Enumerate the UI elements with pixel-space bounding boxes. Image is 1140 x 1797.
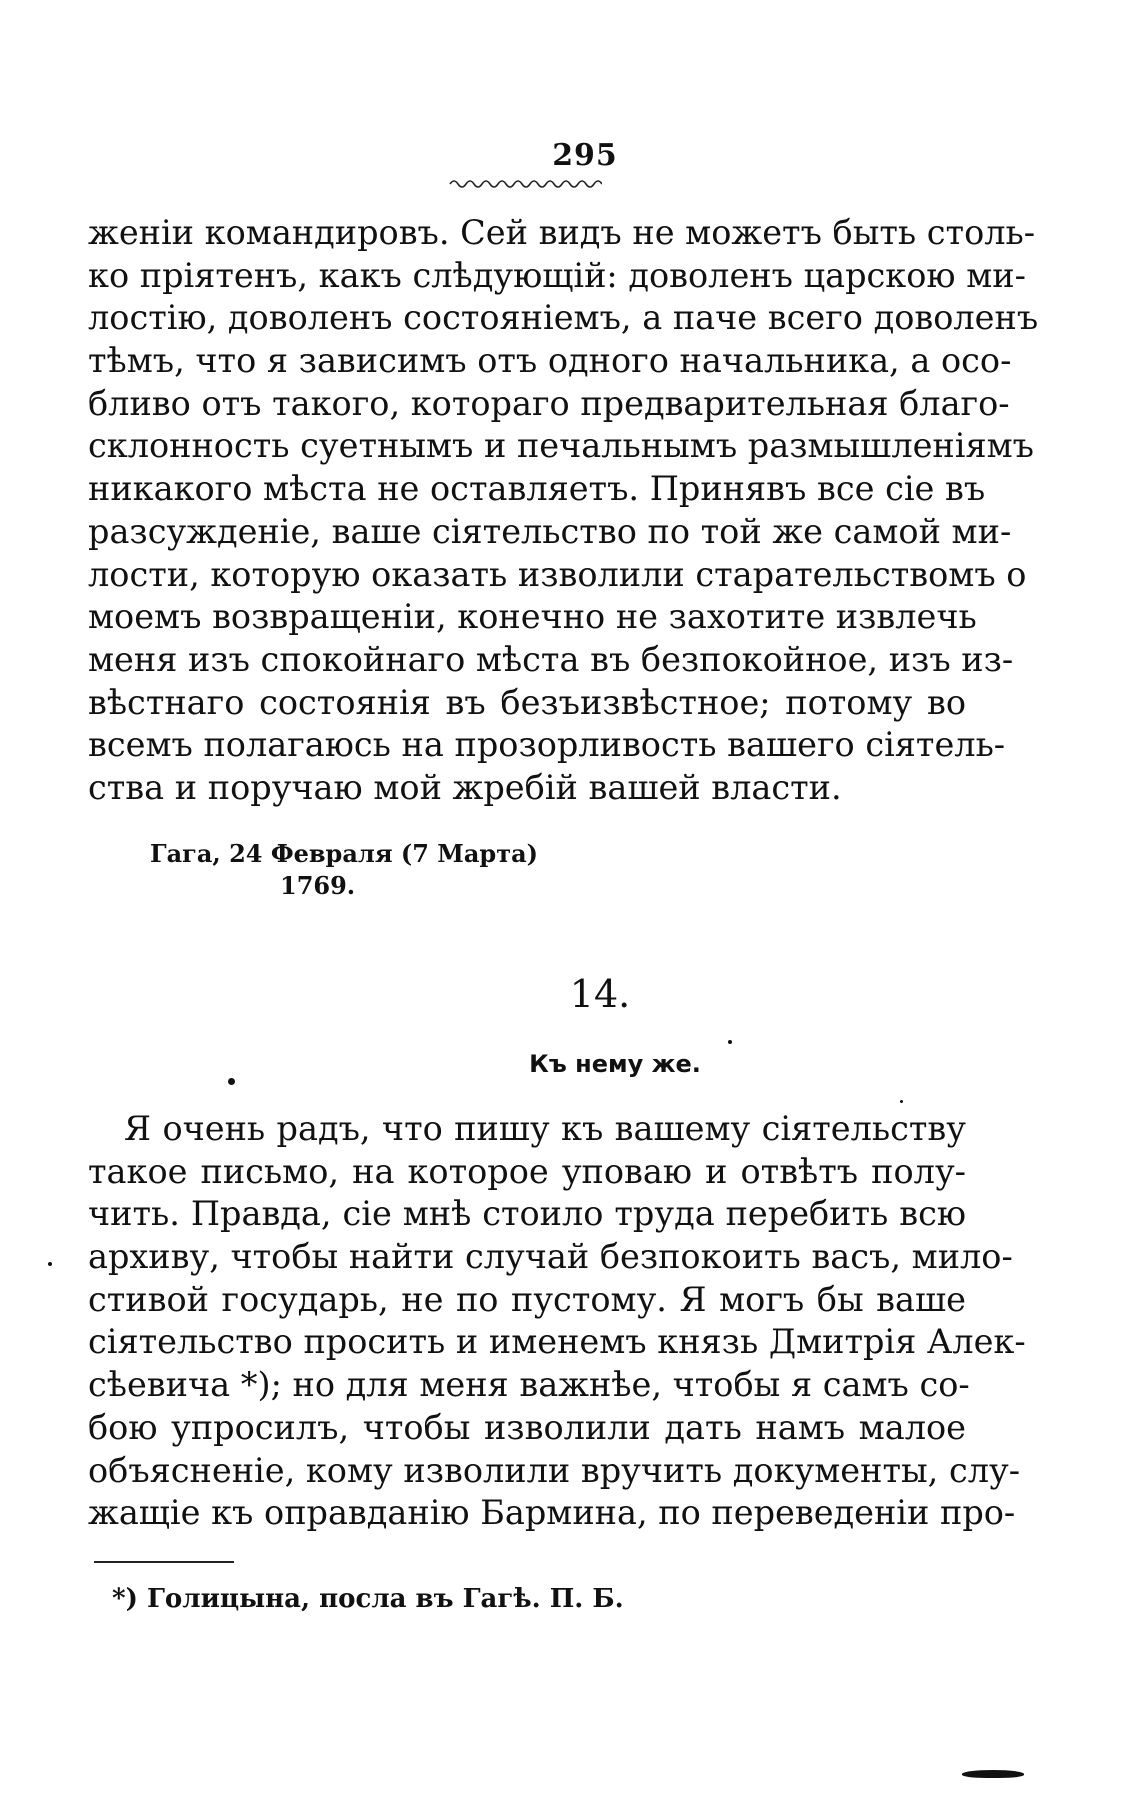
letter-14-paragraph	[88, 1108, 1026, 1535]
letter-dateline	[150, 838, 538, 902]
text-line: лости, которую оказать изволили старательствомъ о	[88, 554, 1027, 594]
print-speck	[728, 1040, 732, 1044]
text-line: ко пріятенъ, какъ слѣдующій: доволенъ царскою ми-	[88, 255, 1026, 295]
text-line: сѣевича *); но для меня важнѣе, чтобы я самъ со-	[88, 1365, 970, 1405]
text-line: объясненіе, кому изволили вручить документы, слу-	[88, 1450, 1021, 1490]
text-line: моемъ возвращеніи, конечно не захотите извлечь	[88, 597, 977, 637]
text-line: бливо отъ такого, котораго предварительная благо-	[88, 383, 1010, 423]
letter-heading: Къ нему же.	[529, 1050, 701, 1078]
text-line: Я очень радъ, что пишу къ вашему сіятельству	[124, 1109, 966, 1148]
text-line: такое письмо, на которое уповаю и отвѣтъ полу-	[88, 1151, 966, 1191]
wavy-rule-ornament	[448, 176, 602, 190]
text-line: никакого мѣста не оставляетъ. Принявъ все сіе въ	[88, 469, 986, 509]
text-line: сіятельство просить и именемъ князь Дмитрія Алек-	[88, 1322, 1026, 1362]
text-line: чить. Правда, сіе мнѣ стоило труда перебить всю	[88, 1194, 966, 1234]
footnote-rule	[94, 1561, 234, 1563]
text-line: лостію, доволенъ состояніемъ, а паче всего доволенъ	[88, 298, 1039, 338]
text-line: жащіе къ оправданію Бармина, по переведеніи про-	[88, 1493, 1016, 1533]
text-line: бою упросилъ, чтобы изволили дать намъ малое	[88, 1407, 966, 1447]
print-speck	[228, 1078, 235, 1085]
text-line: склонность суетнымъ и печальнымъ размышленіямъ	[88, 426, 1034, 466]
text-line: меня изъ спокойнаго мѣста въ безпокойное, изъ из-	[88, 639, 1014, 679]
text-line: всемъ полагаюсь на прозорливость вашего сіятель-	[88, 725, 1006, 765]
dateline-place-date: Гага, 24 Февраля (7 Марта)	[150, 839, 538, 868]
text-line: женіи командировъ. Сей видъ не можетъ быть столь-	[88, 213, 1036, 252]
text-line: ства и поручаю мой жребій вашей власти.	[88, 767, 842, 807]
letter-13-ending-paragraph	[88, 212, 1039, 810]
letter-number: 14.	[569, 972, 631, 1016]
text-line: стивой государь, не по пустому. Я могъ бы ваше	[88, 1279, 966, 1319]
print-smudge	[962, 1770, 1024, 1778]
text-line: архиву, чтобы найти случай безпокоить васъ, мило-	[88, 1237, 1013, 1277]
text-line: разсужденіе, ваше сіятельство по той же самой ми-	[88, 511, 1012, 551]
text-line: вѣстнаго состоянія въ безъизвѣстное; потому во	[88, 682, 966, 722]
print-speck	[48, 1262, 52, 1266]
dateline-year: 1769.	[280, 871, 356, 900]
page-number: 295	[552, 138, 618, 173]
text-line: тѣмъ, что я зависимъ отъ одного начальника, а осо-	[88, 341, 1012, 381]
footnote: *) Голицына, посла въ Гагѣ. П. Б.	[112, 1584, 624, 1614]
print-speck	[900, 1100, 903, 1103]
